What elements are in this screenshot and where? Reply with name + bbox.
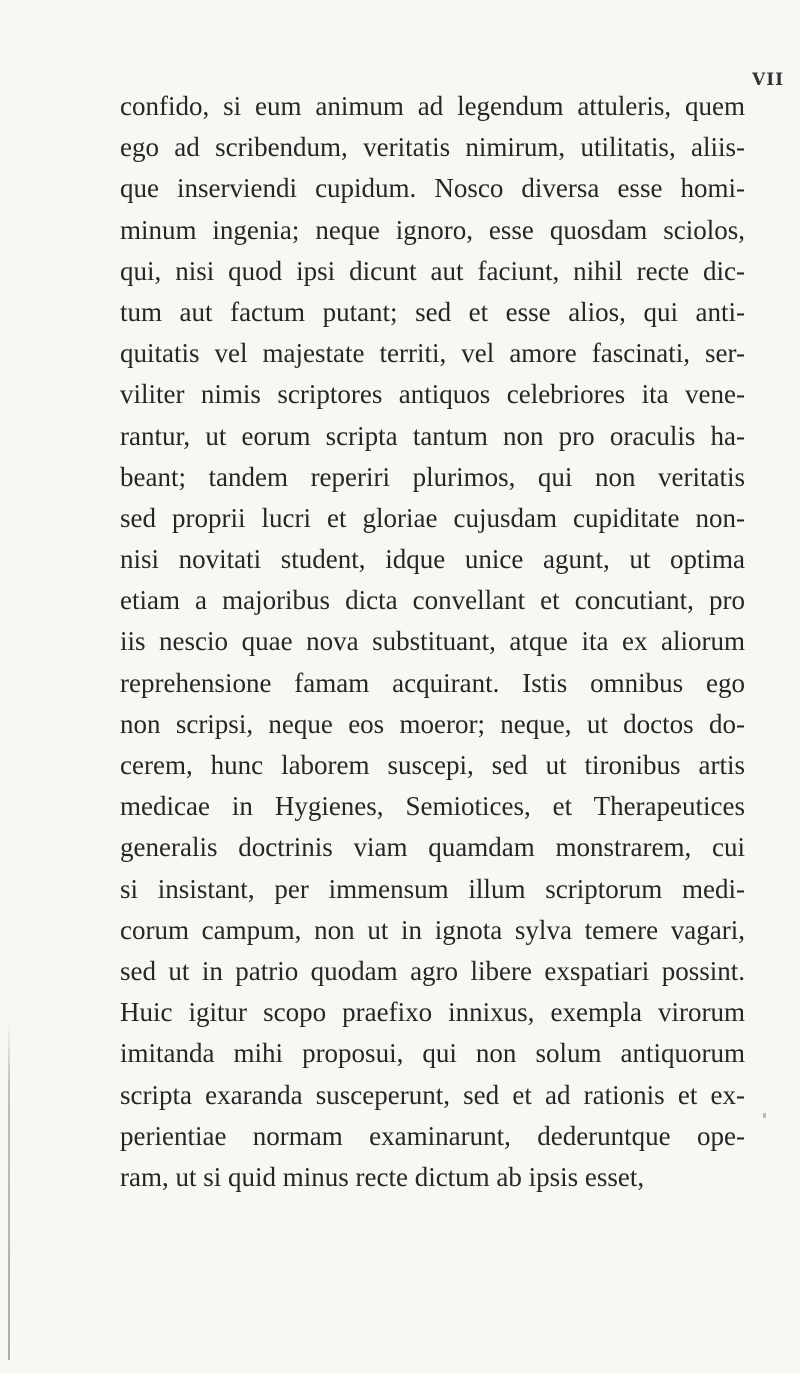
text-line: perientiae normam examinarunt, dederuntque ope- xyxy=(120,1120,745,1151)
text-line: viliter nimis scriptores antiquos celebriores ita vene- xyxy=(120,379,745,410)
text-line: tum aut factum putant; sed et esse alios, qui anti- xyxy=(120,296,745,327)
text-line: qui, nisi quod ipsi dicunt aut faciunt, nihil recte dic- xyxy=(120,255,745,286)
text-line: si insistant, per immensum illum scriptorum medi- xyxy=(120,873,745,904)
binding-shadow xyxy=(8,1020,10,1360)
text-line: Huic igitur scopo praefixo innixus, exempla virorum xyxy=(120,997,745,1028)
text-line: confido, si eum animum ad legendum attuleris, quem xyxy=(120,91,745,121)
text-line: corum campum, non ut in ignota sylva temere vagari, xyxy=(120,914,745,945)
text-line: imitanda mihi proposui, qui non solum antiquorum xyxy=(120,1038,745,1069)
text-line: quitatis vel majestate territi, vel amore fascinati, ser- xyxy=(120,338,745,369)
text-line: ego ad scribendum, veritatis nimirum, utilitatis, aliis- xyxy=(120,132,745,163)
text-line: que inserviendi cupidum. Nosco diversa esse homi- xyxy=(120,173,745,204)
text-line: rantur, ut eorum scripta tantum non pro oraculis ha- xyxy=(120,420,745,451)
text-line: nisi novitati student, idque unice agunt, ut optima xyxy=(120,544,745,575)
text-line: beant; tandem reperiri plurimos, qui non veritatis xyxy=(120,461,745,492)
text-line: iis nescio quae nova substituant, atque ita ex aliorum xyxy=(120,626,745,657)
text-line: ram, ut si quid minus recte dictum ab ipsis esset, xyxy=(120,1161,645,1192)
text-line: medicae in Hygienes, Semiotices, et Therapeutices xyxy=(120,791,745,822)
text-line: minum ingenia; neque ignoro, esse quosdam sciolos, xyxy=(120,214,745,245)
page-number: VII xyxy=(752,70,785,90)
body-text xyxy=(120,86,745,1198)
text-line: scripta exaranda susceperunt, sed et ad rationis et ex- xyxy=(120,1079,745,1110)
text-line: non scripsi, neque eos moeror; neque, ut doctos do- xyxy=(120,708,745,739)
paper-speck xyxy=(763,1113,766,1118)
text-line: generalis doctrinis viam quamdam monstrarem, cui xyxy=(120,832,745,863)
text-line: etiam a majoribus dicta convellant et concutiant, pro xyxy=(120,585,745,616)
text-line: sed ut in patrio quodam agro libere exspatiari possint. xyxy=(120,955,745,986)
text-line: cerem, hunc laborem suscepi, sed ut tironibus artis xyxy=(120,750,745,780)
text-line: sed proprii lucri et gloriae cujusdam cupiditate non- xyxy=(120,502,745,533)
text-line: reprehensione famam acquirant. Istis omnibus ego xyxy=(120,667,745,698)
